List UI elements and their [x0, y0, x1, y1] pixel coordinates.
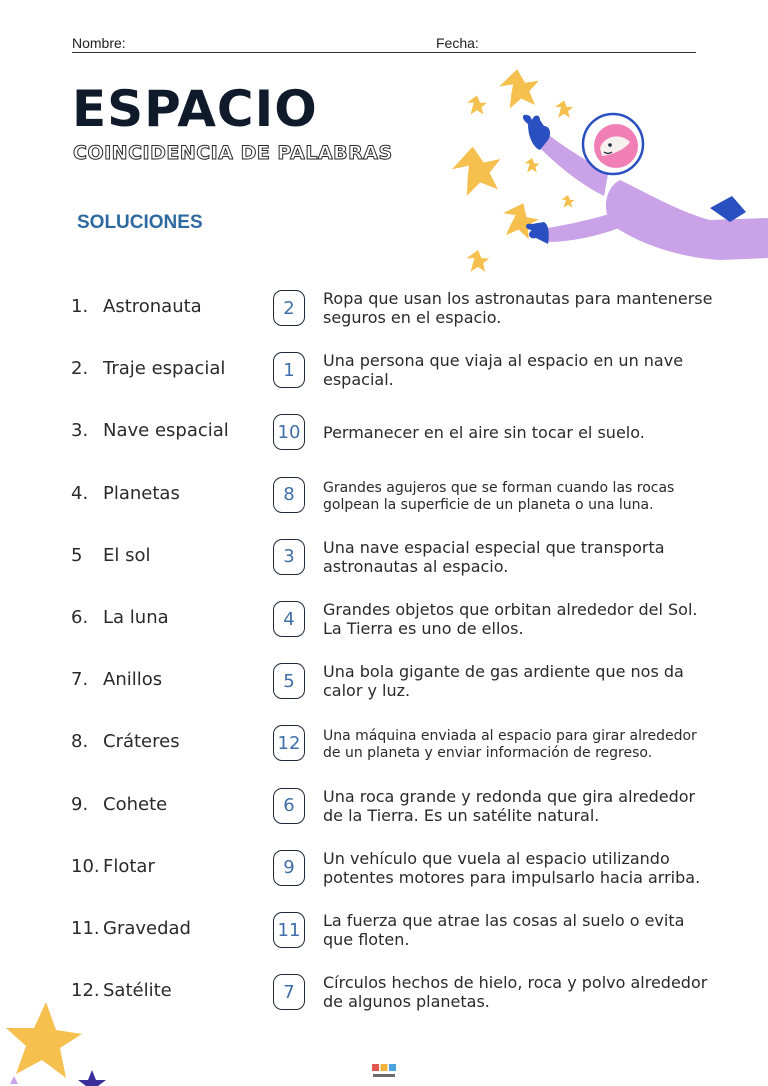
section-title: SOLUCIONES [77, 212, 203, 233]
term-number: 1. [71, 296, 89, 317]
answer-box[interactable]: 10 [273, 414, 305, 450]
answer-box[interactable]: 7 [273, 974, 305, 1010]
astronaut-illustration [440, 62, 768, 277]
term-item [71, 918, 191, 939]
term-text: Traje espacial [103, 358, 226, 380]
term-text: Flotar [103, 855, 155, 877]
term-number: 6. [71, 607, 89, 628]
definition-text: Un vehículo que vuela al espacio utilizando potentes motores para impulsarlo hacia arriba. [323, 848, 701, 887]
definition-text: Ropa que usan los astronautas para mantenerse seguros en el espacio. [323, 289, 713, 327]
term-number: 11. [71, 918, 100, 939]
page-title: ESPACIO [72, 80, 318, 138]
answer-box[interactable]: 12 [273, 725, 305, 761]
logo-icon [371, 1063, 397, 1079]
definition-text: Una roca grande y redonda que gira alrededor de la Tierra. Es un satélite natural. [323, 786, 696, 825]
term-text: Nave espacial [103, 420, 229, 442]
term-item [71, 483, 180, 504]
answer-box[interactable]: 5 [273, 663, 305, 699]
definition-text: Una máquina enviada al espacio para girar alrededor de un planeta y enviar información de regreso. [323, 728, 697, 762]
term-text: Planetas [103, 482, 180, 504]
term-text: Astronauta [103, 296, 202, 317]
header-underline [72, 52, 696, 53]
term-number: 8. [71, 731, 89, 753]
answer-box[interactable]: 9 [273, 850, 305, 886]
definition-text: Permanecer en el aire sin tocar el suelo. [323, 423, 645, 443]
term-text: Gravedad [103, 918, 191, 939]
term-text: Cohete [103, 793, 168, 815]
term-item [71, 420, 229, 441]
definition-text: La fuerza que atrae las cosas al suelo o evita que floten. [323, 911, 685, 949]
term-item [71, 607, 169, 628]
definition-text: Una bola gigante de gas ardiente que nos da calor y luz. [323, 662, 684, 701]
definition-text: Grandes agujeros que se forman cuando las rocas golpean la superficie de un planeta o una luna. [323, 479, 675, 513]
page-subtitle: COINCIDENCIA DE PALABRAS [73, 142, 393, 164]
answer-box[interactable]: 6 [273, 788, 305, 824]
term-item [71, 358, 225, 379]
term-text: La luna [103, 607, 169, 628]
star-icon [6, 1002, 106, 1086]
corner-stars [0, 994, 120, 1086]
definition-text: Grandes objetos que orbitan alrededor del Sol. La Tierra es uno de ellos. [323, 600, 698, 638]
term-item [71, 296, 202, 317]
term-number: 2. [71, 358, 89, 380]
name-label: Nombre: [72, 35, 126, 51]
term-item [71, 731, 180, 752]
term-item [71, 545, 151, 566]
answer-box[interactable]: 4 [273, 601, 305, 637]
term-number: 9. [71, 793, 89, 815]
term-text: Anillos [103, 669, 163, 691]
term-text: Cráteres [103, 731, 180, 753]
term-number: 12. [71, 980, 100, 1002]
term-item [71, 794, 167, 815]
date-label: Fecha: [436, 35, 479, 51]
term-number: 10. [71, 855, 100, 877]
answer-box[interactable]: 2 [273, 290, 305, 326]
term-item [71, 669, 162, 690]
definition-text: Una persona que viaja al espacio en un nave espacial. [323, 351, 684, 390]
term-text: Satélite [103, 980, 172, 1002]
term-number: 5 [71, 544, 83, 566]
term-number: 3. [71, 420, 89, 442]
term-text: El sol [103, 544, 151, 566]
definition-text: Círculos hechos de hielo, roca y polvo alrededor de algunos planetas. [323, 973, 708, 1012]
answer-box[interactable]: 3 [273, 539, 305, 575]
term-item [71, 856, 155, 877]
definition-text: Una nave espacial especial que transporta astronautas al espacio. [323, 537, 665, 576]
term-number: 7. [71, 669, 89, 691]
term-item [71, 980, 172, 1001]
term-number: 4. [71, 482, 89, 504]
answer-box[interactable]: 11 [273, 912, 305, 948]
answer-box[interactable]: 1 [273, 352, 305, 388]
answer-box[interactable]: 8 [273, 477, 305, 513]
